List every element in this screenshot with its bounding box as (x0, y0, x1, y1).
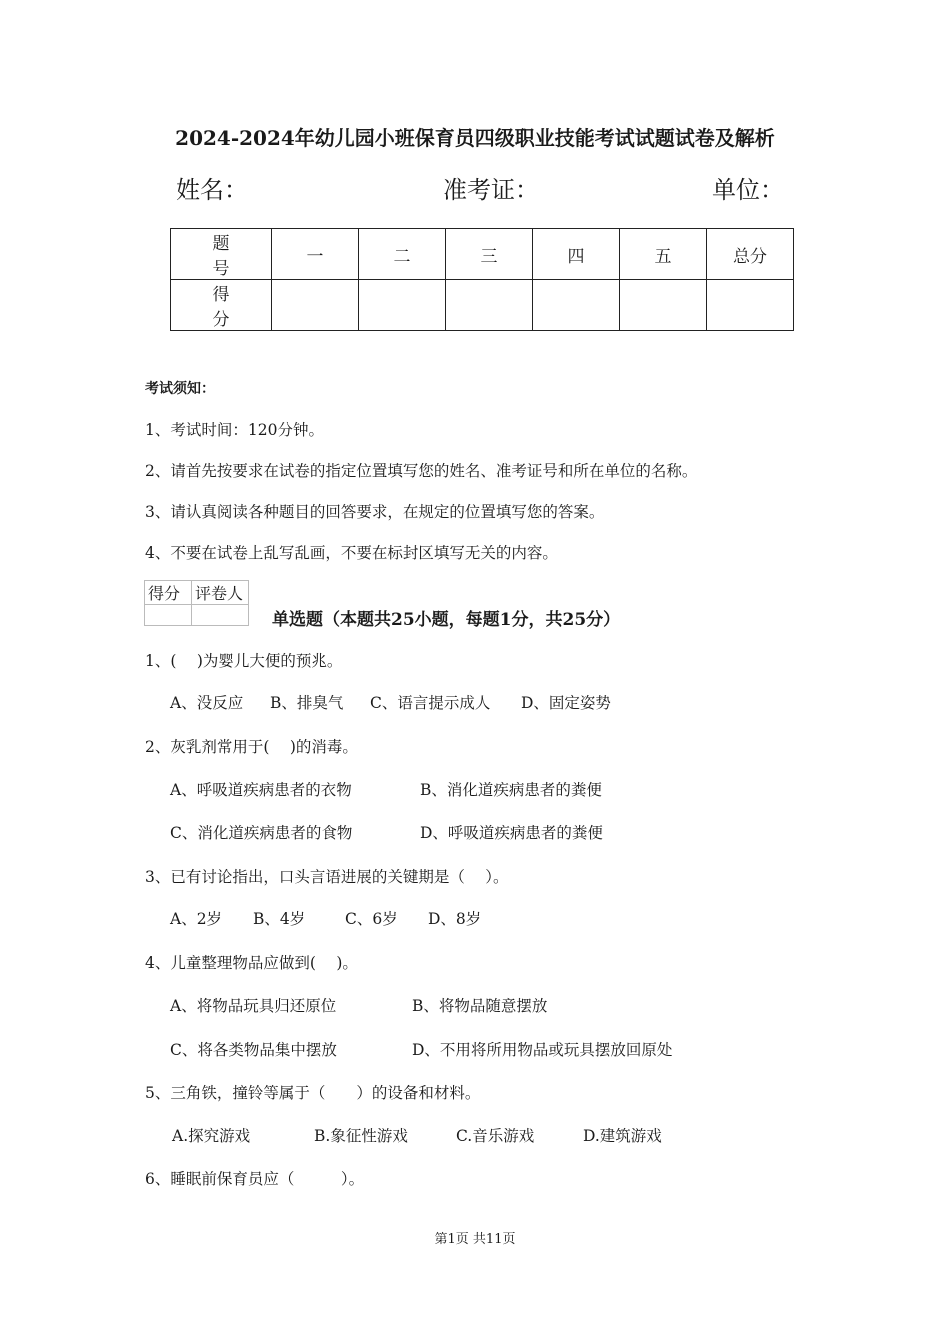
question-stem: 2、灰乳剂常用于( )的消毒。 (145, 738, 358, 756)
score-cell (446, 280, 533, 331)
score-cell (707, 280, 794, 331)
question-option: B.象征性游戏 (314, 1127, 408, 1145)
score-cell (533, 280, 620, 331)
question-option: A、将物品玩具归还原位 (170, 997, 337, 1015)
score-table-header-cell: 二 (359, 229, 446, 280)
question-option: C、语言提示成人 (370, 694, 491, 712)
score-cell (359, 280, 446, 331)
name-field-label: 姓名： (176, 176, 248, 204)
exam-id-field-label: 准考证： (443, 176, 539, 204)
question-option: A、没反应 (170, 694, 244, 712)
notice-title: 考试须知： (145, 381, 215, 397)
score-cell (620, 280, 707, 331)
score-table-header-cell: 三 (446, 229, 533, 280)
question-option: B、将物品随意摆放 (412, 997, 548, 1015)
score-table-header-cell: 四 (533, 229, 620, 280)
grader-score-label: 得分 (145, 581, 192, 605)
section-title: 单选题（本题共25小题，每题1分，共25分） (272, 610, 621, 630)
question-stem: 4、儿童整理物品应做到( )。 (145, 954, 358, 972)
question-option: D.建筑游戏 (583, 1127, 662, 1145)
question-option: A、2岁 (170, 910, 223, 928)
score-table-header-label: 题 号 (171, 229, 272, 280)
grader-reviewer-cell (192, 605, 249, 626)
score-table-row-label: 得 分 (171, 280, 272, 331)
score-table (170, 228, 794, 331)
question-stem: 6、睡眠前保育员应（ ）。 (145, 1170, 365, 1188)
question-stem: 1、( )为婴儿大便的预兆。 (145, 652, 343, 670)
score-table-header-row (171, 229, 794, 280)
score-cell (272, 280, 359, 331)
page-title: 2024-2024年幼儿园小班保育员四级职业技能考试试题试卷及解析 (175, 126, 775, 150)
grader-score-cell (145, 605, 192, 626)
question-option: C、将各类物品集中摆放 (170, 1041, 337, 1059)
question-option: D、固定姿势 (521, 694, 611, 712)
question-stem: 3、已有讨论指出，口头言语进展的关键期是（ ）。 (145, 868, 509, 886)
score-table-header-cell: 总分 (707, 229, 794, 280)
unit-field-label: 单位： (712, 176, 784, 204)
notice-item: 1、考试时间：120分钟。 (145, 421, 324, 439)
notice-item: 2、请首先按要求在试卷的指定位置填写您的姓名、准考证号和所在单位的名称。 (145, 462, 698, 480)
notice-item: 4、不要在试卷上乱写乱画，不要在标封区填写无关的内容。 (145, 544, 558, 562)
question-option: D、呼吸道疾病患者的粪便 (420, 824, 603, 842)
question-option: D、不用将所用物品或玩具摆放回原处 (412, 1041, 673, 1059)
notice-item: 3、请认真阅读各种题目的回答要求，在规定的位置填写您的答案。 (145, 503, 605, 521)
grader-reviewer-label: 评卷人 (192, 581, 249, 605)
score-table-score-row (171, 280, 794, 331)
question-option: D、8岁 (428, 910, 482, 928)
question-option: C.音乐游戏 (456, 1127, 535, 1145)
question-option: C、6岁 (345, 910, 398, 928)
question-option: B、4岁 (253, 910, 306, 928)
question-option: B、消化道疾病患者的粪便 (420, 781, 602, 799)
score-table-header-cell: 一 (272, 229, 359, 280)
question-option: C、消化道疾病患者的食物 (170, 824, 353, 842)
question-stem: 5、三角铁，撞铃等属于（ ）的设备和材料。 (145, 1084, 481, 1102)
score-table-header-cell: 五 (620, 229, 707, 280)
question-option: B、排臭气 (270, 694, 344, 712)
grader-box (144, 580, 249, 626)
question-option: A、呼吸道疾病患者的衣物 (170, 781, 352, 799)
question-option: A.探究游戏 (172, 1127, 251, 1145)
page-footer: 第1页 共11页 (434, 1232, 516, 1247)
